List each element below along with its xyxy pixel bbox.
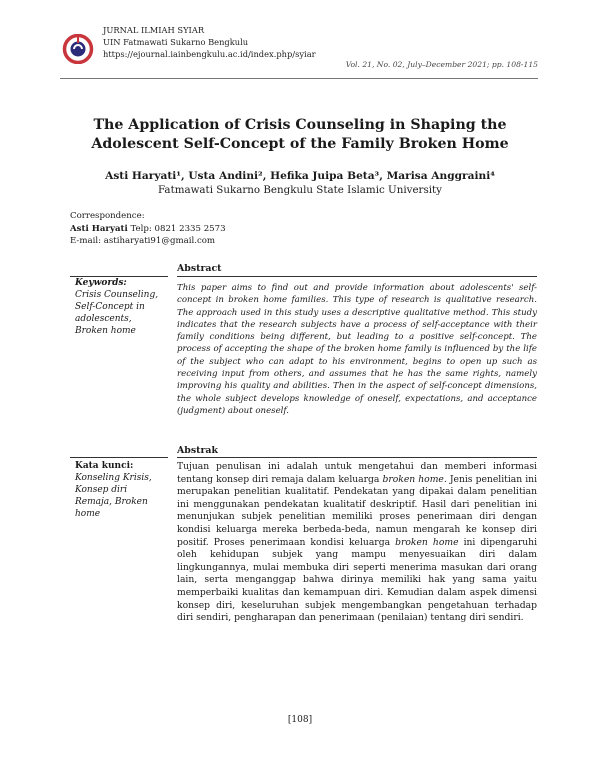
abstrak-text-part-1: Tujuan penulisan ini adalah untuk mengetahui dan memberi informasi tentang konsep diri remaja dalam keluarga — [177, 461, 537, 485]
title-line-2: Adolescent Self-Concept of the Family Broken Home — [91, 136, 509, 152]
abstrak-rule — [177, 457, 537, 458]
kata-kunci-terms: Konseling Krisis, Konsep diri Remaja, Broken home — [75, 473, 152, 519]
abstract-heading: Abstract — [177, 263, 222, 274]
abstrak-text-part-2: . Jenis penelitian ini merupakan penelitian kualitatif. Pendekatan yang dipakai dalam penelitian ini menggunakan pendekatan kualitatif deskriptif. Hasil dari penelitian ini menunjukan subjek penelitian memiliki proses penerimaan diri dengan kondisi keluarga mereka berbeda-beda, namun mengarah ke konsep diri positif. Proses penerimaan kondisi keluarga — [177, 473, 538, 548]
volume-info: Vol. 21, No. 02, July–December 2021; pp. 108-115 — [345, 60, 538, 69]
abstrak-italic-1: broken home — [382, 473, 444, 485]
journal-logo-icon — [62, 34, 94, 64]
correspondence-name: Asti Haryati — [70, 223, 128, 234]
paper-title — [60, 116, 540, 154]
abstrak-text — [177, 461, 537, 625]
header-divider — [60, 78, 538, 79]
correspondence — [70, 210, 226, 248]
keywords-label: Keywords: — [75, 278, 127, 288]
page-number: [108] — [287, 715, 313, 725]
keywords-terms: Crisis Counseling, Self-Concept in adolescents, Broken home — [75, 290, 159, 336]
kata-kunci-box — [75, 460, 165, 520]
correspondence-phone: Telp: 0821 2335 2573 — [130, 223, 226, 234]
kata-kunci-rule — [70, 457, 168, 458]
title-line-1: The Application of Crisis Counseling in Shaping the — [93, 117, 507, 133]
journal-url[interactable]: https://ejournal.iainbengkulu.ac.id/index.php/syiar — [103, 49, 316, 59]
affiliation: Fatmawati Sukarno Bengkulu State Islamic University — [157, 184, 442, 196]
authors: Asti Haryati¹, Usta Andini², Hefika Juipa Beta³, Marisa Anggraini⁴ — [105, 170, 495, 182]
abstrak-italic-2: broken home — [395, 536, 459, 548]
correspondence-email[interactable]: E-mail: astiharyati91@gmail.com — [70, 236, 216, 246]
abstract-text: This paper aims to find out and provide information about adolescents' self-concept in broken home families. This type of research is qualitative research. The approach used in this study uses a descriptive qualitative method. This study indicates that the research subjects have a process of self-acceptance with their family conditions being different, but leading to a positive self-concept. The process of accepting the shape of the broken home family is influenced by the life of the subject who can adapt to his environment, begins to open up such as receiving input from others, and assumes that he has the same rights, namely improving his quality and abilities. Then in the aspect of self-concept dimensions, the whole subject develops knowledge of oneself, expectations, and acceptance (judgment) about oneself. — [177, 283, 537, 416]
journal-name: JURNAL ILMIAH SYIAR — [103, 25, 205, 35]
abstrak-text-part-3: ini dipengaruhi oleh kehidupan subjek yang mampu menyesuaikan diri dalam lingkungannya, mulai membuka diri seperti menerima masukan dari orang lain, serta menganggap bahwa dirinya memiliki hak yang sama yaitu memperbaiki kualitas dan kemampuan diri. Kemudian dalam aspek dimensi konsep diri, keseluruhan subjek mengembangkan pengetahuan terhadap diri sendiri, pengharapan dan penerimaan (penilaian) tentang diri sendiri. — [177, 536, 538, 624]
kata-kunci-label: Kata kunci: — [75, 461, 134, 471]
keywords-box — [75, 277, 165, 337]
journal-header — [103, 24, 316, 60]
abstrak-heading: Abstrak — [177, 445, 218, 456]
journal-institution: UIN Fatmawati Sukarno Bengkulu — [103, 37, 249, 47]
correspondence-contact — [70, 223, 226, 236]
correspondence-label: Correspondence: — [70, 211, 145, 221]
abstract-rule — [177, 276, 537, 277]
